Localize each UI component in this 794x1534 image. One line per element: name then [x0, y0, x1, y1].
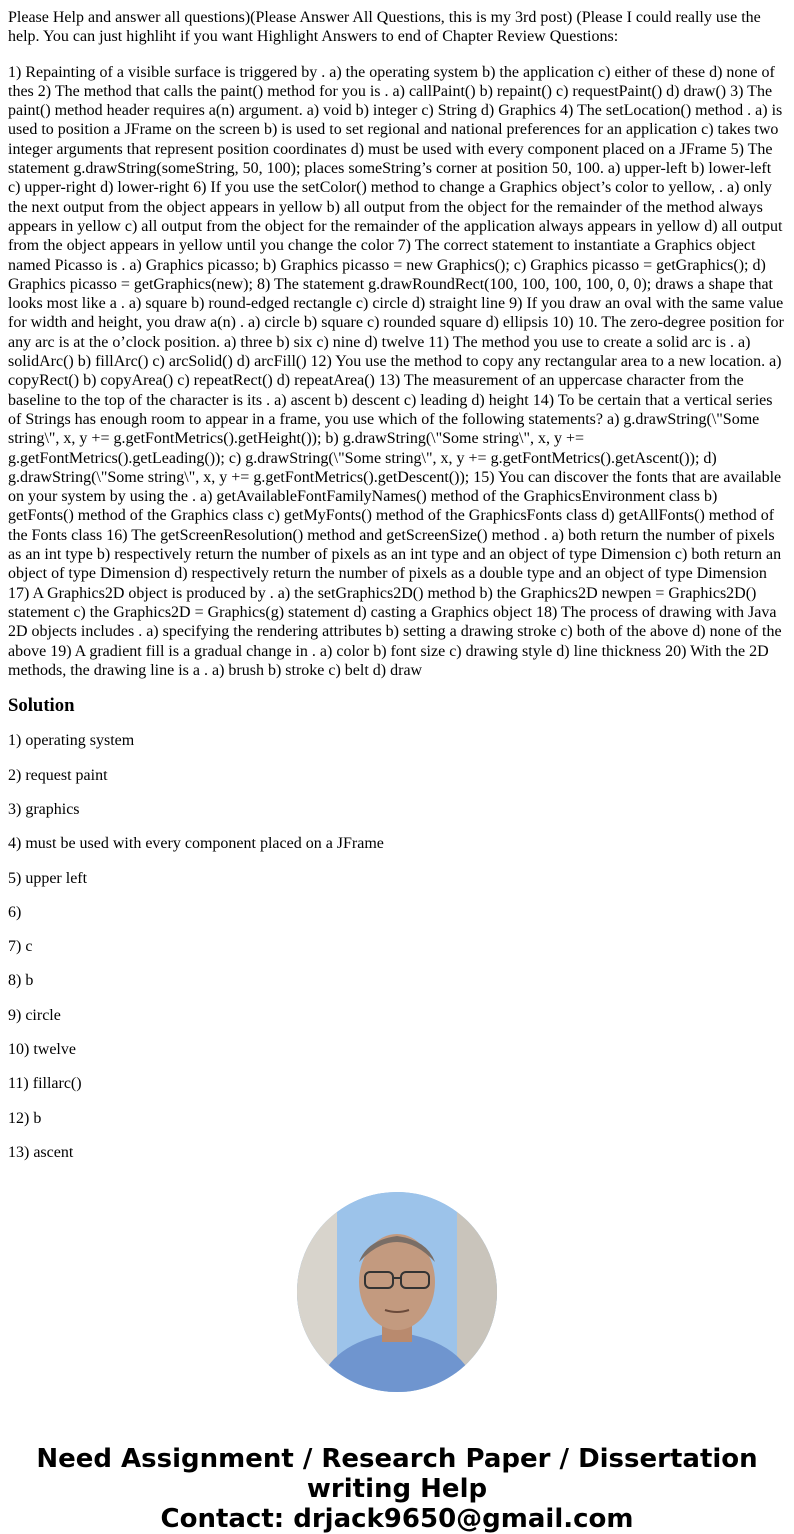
answer-item: 11) fillarc() — [8, 1075, 82, 1093]
answer-item: 5) upper left — [8, 869, 88, 887]
answer-item: 13) ascent — [8, 1143, 74, 1161]
answer-item: 4) must be used with every component placed on a JFrame — [8, 835, 384, 853]
portrait-image — [297, 1192, 497, 1392]
answer-item: 12) b — [8, 1109, 42, 1127]
answer-item: 10) twelve — [8, 1041, 76, 1059]
answer-list — [8, 731, 786, 1162]
question-intro: Please Help and answer all questions)(Please Answer All Questions, this is my 3rd post) (Please I could really use the help. You can just highliht if you want Highlight Answers to end of Chapter Review Questions: — [8, 9, 761, 46]
question-body: 1) Repainting of a visible surface is triggered by . a) the operating system b) the application c) either of these d) none of thes 2) The method that calls the paint() method for you is . a) callPaint() b) repaint() c) requestPaint() d) draw() 3) The paint() method header requires a(n) argument. a) void b) integer c) String d) Graphics 4) The setLocation() method . a) is used to position a JFrame on the screen b) is used to set regional and national preferences for an application c) takes two integer arguments that represent position coordinates d) must be used with every component placed on a JFrame 5) The statement g.drawString(someString, 50, 100); places someString’s corner at position 50, 100. a) upper-left b) lower-left c) upper-right d) lower-right 6) If you use the setColor() method to change a Graphics object’s color to yellow, . a) only the next output from the object appears in yellow b) all output from the object for the remainder of the method always appears in yellow c) all output from the object for the remainder of the application always appears in yellow d) all output from the object appears in yellow until you change the color 7) The correct statement to instantiate a Graphics object named Picasso is . a) Graphics picasso; b) Graphics picasso = new Graphics(); c) Graphics picasso = getGraphics(); d) Graphics picasso = getGraphics(new); 8) The statement g.drawRoundRect(100, 100, 100, 100, 0, 0); draws a shape that looks most like a . a) square b) round-edged rectangle c) circle d) straight line 9) If you draw an oval with the same value for width and height, you draw a(n) . a) circle b) square c) rounded square d) ellipsis 10) 10. The zero-degree position for any arc is at the o’clock position. a) three b) six c) nine d) twelve 11) The method you use to create a solid arc is . a) solidArc() b) fillArc() c) arcSolid() d) arcFill() 12) You use the method to copy any rectangular area to a new location. a) copyRect() b) copyArea() c) repeatRect() d) repeatArea() 13) The measurement of an uppercase character from the baseline to the top of the character is its . a) ascent b) descent c) leading d) height 14) To be certain that a vertical series of Strings has enough room to appear in a frame, you use which of the following statements? a) g.drawString(\"Some string\", x, y += g.getFontMetrics().getHeight()); b) g.drawString(\"Some string\", x, y += g.getFontMetrics().getLeading()); c) g.drawString(\"Some string\", x, y += g.getFontMetrics().getAscent()); d) g.drawString(\"Some string\", x, y += g.getFontMetrics().getDescent()); 15) You can discover the fonts that are available on your system by using the . a) getAvailableFontFamilyNames() method of the GraphicsEnvironment class b) getFonts() method of the Graphics class c) getMyFonts() method of the GraphicsFonts class d) getAllFonts() method of the Fonts class 16) The getScreenResolution() method and getScreenSize() method . a) both return the number of pixels as an int type b) respectively return the number of pixels as an int type and an object of type Dimension c) both return an object of type Dimension d) respectively return the number of pixels as a double type and an object of type Dimension 17) A Graphics2D object is produced by . a) the setGraphics2D() method b) the Graphics2D newpen = Graphics2D() statement c) the Graphics2D = Graphics(g) statement d) casting a Graphics object 18) The process of drawing with Java 2D objects includes . a) specifying the rendering attributes b) setting a drawing stroke c) both of the above d) none of the above 19) A gradient fill is a gradual change in . a) color b) font size c) drawing style d) line thickness 20) With the 2D methods, the drawing line is a . a) brush b) stroke c) belt d) draw — [8, 63, 784, 679]
answer-item: 7) c — [8, 938, 33, 956]
contact-line: Contact: drjack9650@gmail.com — [160, 1504, 634, 1534]
promo-footer — [8, 1444, 786, 1534]
answer-item: 6) — [8, 903, 22, 921]
author-photo — [297, 1192, 497, 1392]
answer-item: 2) request paint — [8, 766, 108, 784]
answer-item: 1) operating system — [8, 732, 135, 750]
answer-item: 8) b — [8, 972, 34, 990]
answer-item: 9) circle — [8, 1006, 61, 1024]
promo-line: Need Assignment / Research Paper / Dissertation writing Help — [36, 1444, 758, 1505]
answer-item: 3) graphics — [8, 800, 80, 818]
solution-heading: Solution — [8, 695, 75, 717]
